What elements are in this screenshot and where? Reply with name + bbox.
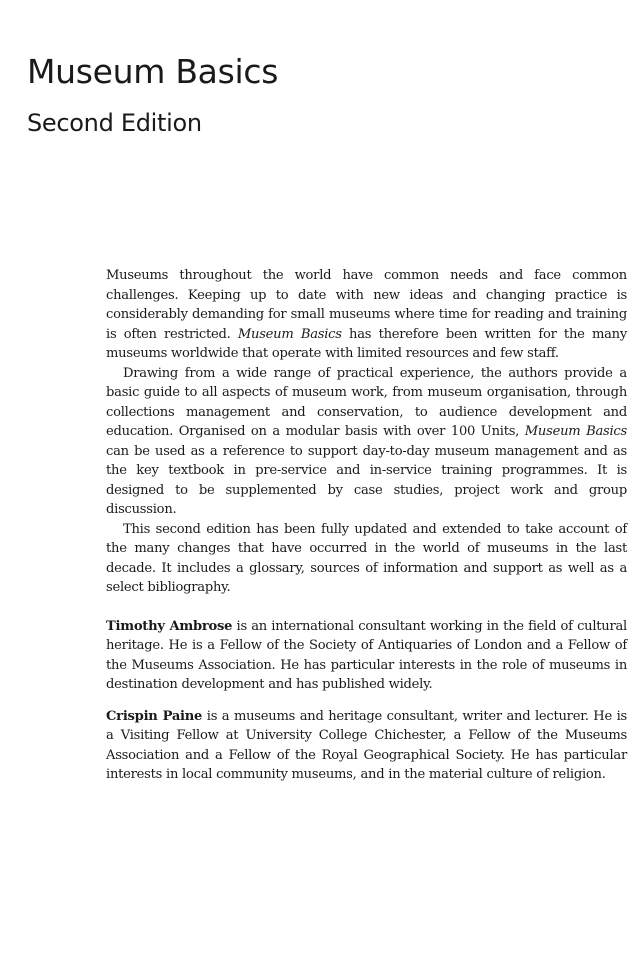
description-paragraph-1: Museums throughout the world have common needs and face common challenges. Keeping up to date with new ideas and changing practice is considerably demanding for small museums where time for reading and training is often restricted. Museum Basics has therefore been written for the many museums worldwide that operate with limited resources and few staff. — [106, 268, 627, 361]
book-title-italic: Museum Basics — [237, 326, 342, 342]
author-name: Timothy Ambrose — [106, 618, 233, 634]
author-name: Crispin Paine — [106, 708, 203, 724]
back-cover-text — [106, 266, 627, 785]
author-bio-ambrose: Timothy Ambrose is an international consultant working in the field of cultural heritage. He is a Fellow of the Society of Antiquaries of London and a Fellow of the Museums Association. He has particular interests in the role of museums in destination development and has published widely. — [106, 618, 627, 692]
description-paragraph-3: This second edition has been fully updated and extended to take account of the many changes that have occurred in the world of museums in the last decade. It includes a glossary, sources of information and support as well as a select bibliography. — [106, 521, 627, 595]
book-subtitle: Second Edition — [27, 109, 202, 137]
book-title-italic: Museum Basics — [524, 424, 627, 439]
description-paragraph-2: Drawing from a wide range of practical experience, the authors provide a basic guide to all aspects of museum work, from museum organisation, through collections management and conservation, to audience development and education. Organised on a modular basis with over 100 Units, Museum Basics can be used as a reference to support day-to-day museum management and as the key textbook in pre-service and in-service training programmes. It is designed to be supplemented by case studies, project work and group discussion. — [106, 365, 627, 517]
author-bio-paine: Crispin Paine is a museums and heritage consultant, writer and lecturer. He is a Visiting Fellow at University College Chichester, a Fellow of the Museums Association and a Fellow of the Royal Geographical Society. He has particular interests in local community museums, and in the material culture of religion. — [106, 708, 627, 782]
book-title: Museum Basics — [27, 52, 279, 91]
